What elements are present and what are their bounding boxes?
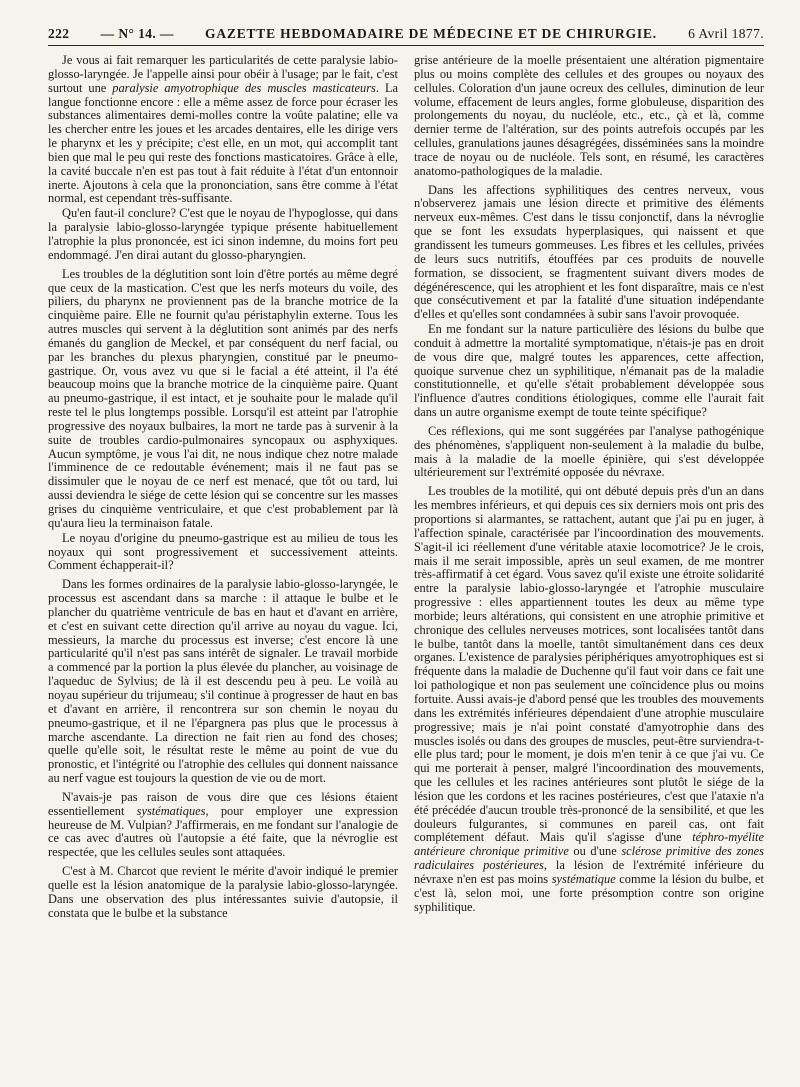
- paragraph: Qu'en faut-il conclure? C'est que le noyau de l'hypoglosse, qui dans la paralysie labio-glosso-laryngée typique présente habituellement l'atrophie la plus prononcée, est ici sinon indemne, du moins fort peu endommagé. J'en dirai autant du glosso-pharyngien.: [48, 206, 398, 262]
- page-number: 222: [48, 26, 70, 41]
- page-header: [48, 26, 764, 46]
- issue-number: — N° 14. —: [100, 26, 174, 41]
- paragraph: Les troubles de la déglutition sont loin d'être portés au même degré que ceux de la mastication. C'est que les nerfs moteurs du voile, des piliers, du pharynx ne proviennent pas de la branche motrice de la cinquième paire. Elle ne fournit qu'au péristaphylin externe. Tous les autres muscles qui servent à la déglutition sont animés par des nerfs émanés du ganglion de Meckel, et par conséquent du nerf facial, ou par les branches du plexus pharyngien, constitué par le pneumo-gastrique. Or, vous avez vu que si le facial a été atteint, il l'a été beaucoup moins que la branche motrice de la cinquième paire. Quant au pneumo-gastrique, il est intact, et je souhaite pour le malade qu'il reste tel le plus longtemps possible. Lorsqu'il est atteint par l'atrophie progressive des noyaux bulbaires, la mort ne tarde pas à survenir à la suite de troubles cardio-pulmonaires syncopaux ou asphyxiques. Aucun symptôme, je vous l'ai dit, ne nous indique chez notre malade l'imminence de ce redoutable événement; mais il ne faut pas se dissimuler que le noyau de ce nerf est menacé, que tôt ou tard, lui aussi deviendra le siége de cette lésion qui se concentre sur les masses grises du cinquième ventriculaire, et que c'est probablement par là qu'aura lieu la terminaison fatale.: [48, 266, 398, 530]
- paragraph: C'est à M. Charcot que revient le mérite d'avoir indiqué le premier quelle est la lésion anatomique de la paralysie labio-glosso-laryngée. Dans une observation des plus intéressantes suivie d'autopsie, il constata que le bulbe et la substance: [48, 864, 398, 920]
- paragraph: Le noyau d'origine du pneumo-gastrique est au milieu de tous les noyaux qui sont progressivement et successivement atteints. Comment échapperait-il?: [48, 530, 398, 573]
- left-column: [48, 54, 398, 920]
- right-column: [414, 54, 764, 920]
- journal-title: GAZETTE HEBDOMADAIRE DE MÉDECINE ET DE CHIRURGIE.: [205, 26, 657, 41]
- paragraph: N'avais-je pas raison de vous dire que ces lésions étaient essentiellement systématiques, pour employer une expression heureuse de M. Vulpian? J'affirmerais, en me fondant sur l'analogie de ce cas avec d'autres où l'autopsie a été faite, que la névroglie est respectée, que les cellules seules sont attaquées.: [48, 789, 398, 860]
- paragraph: Dans les affections syphilitiques des centres nerveux, vous n'observerez jamais une lésion directe et primitive des éléments nerveux eux-mêmes. C'est dans le tissu conjonctif, dans la névroglie que se font les exsudats hyperplasiques, qui naissent et que grandissent les tumeurs gommeuses. Les fibres et les cellules, privées de leurs sucs nutritifs, étouffées par ces produits de nouvelle formation, se dissocient, se fragmentent suivant divers modes de dégénérescence, qui les atrophient et les font disparaître, mais ce n'est que consécutivement et par la fatalité d'une situation indépendante d'elles et qu'elles sont condamnées à subir sans l'avoir provoquée.: [414, 182, 764, 322]
- paragraph: Je vous ai fait remarquer les particularités de cette paralysie labio-glosso-laryngée. Je l'appelle ainsi pour obéir à l'usage; par le fait, c'est surtout une paralysie amyotrophique des muscles masticateurs. La langue fonctionne encore : elle a même assez de force pour écraser les substances alimentaires demi-molles contre la voûte palatine; elle va les chercher entre les joues et les arcades dentaires, elle les dirige vers le pharynx et les y précipite; c'est elle, en un mot, qui accomplit tant bien que mal le peu qui reste des fonctions masticatoires. Grâce à elle, la cavité buccale n'en est pas tout à fait réduite à l'état d'un entonnoir inerte. Ajoutons à cela que la prononciation, sans être comme à l'état normal, est cependant très-suffisante.: [48, 53, 399, 206]
- paragraph: Dans les formes ordinaires de la paralysie labio-glosso-laryngée, le processus est ascendant dans sa marche : il attaque le bulbe et le plancher du quatrième ventricule de bas en haut et d'avant en arrière, et c'est en suivant cette direction qu'il arrive au noyau du vague. Ici, messieurs, la marche du processus est inverse; c'est encore là une particularité qu'il n'est pas sans intérêt de signaler. Le travail morbide a commencé par la portion la plus élevée du plancher, au voisinage de l'aqueduc de Sylvius; de là il est descendu peu à peu. Le voilà au noyau supérieur du trijumeau; s'il continue à progresser de haut en bas et d'avant en arrière, il rencontrera sur son chemin le noyau du pneumo-gastrique, et il ne l'épargnera pas plus que le processus à marche ascendante. La direction ne fait rien au fond des choses; quelle qu'elle soit, le résultat reste le même au point de vue du pronostic, et l'intégrité ou l'atrophie des cellules qui donnent naissance au nerf vague est toujours la question de vie ou de mort.: [48, 577, 398, 786]
- text-columns: [48, 54, 764, 920]
- paragraph: En me fondant sur la nature particulière des lésions du bulbe que conduit à admettre la mortalité symptomatique, n'étais-je pas en droit de vous dire que, malgré toutes les apparences, cette affection, quoique survenue chez un syphilitique, n'émanait pas de la maladie constitutionnelle, et qu'elle s'était probablement développée sous l'influence d'autres conditions étiologiques, comme elle l'aurait fait dans un autre organisme exempt de toute teinte spécifique?: [414, 322, 764, 420]
- paragraph: grise antérieure de la moelle présentaient une altération pigmentaire plus ou moins complète des cellules et des groupes ou noyaux des cellules. Coloration d'un jaune ocreux des cellules, diminution de leur volume, effacement de leurs angles, forme globuleuse, disparition des prolongements du noyau, du nucléole, etc., etc., çà et là, comme dernier terme de l'altération, sur des points autrefois occupés par les cellules, granulations jaunes désagrégées, disséminées sans la moindre trace de noyau ou de nucléole. Tels sont, en résumé, les caractères anatomo-pathologiques de la maladie.: [414, 53, 764, 178]
- issue-date: 6 Avril 1877.: [688, 26, 764, 41]
- paragraph: Ces réflexions, qui me sont suggérées par l'analyse pathogénique des phénomènes, s'appliquent non-seulement à la maladie du bulbe, mais à la maladie de la moelle épinière, qui s'est développée ultérieurement sur l'extrémité opposée du névraxe.: [414, 423, 764, 480]
- paragraph: Les troubles de la motilité, qui ont débuté depuis près d'un an dans les membres inférieurs, et qui depuis ces six derniers mois ont pris des proportions si alarmantes, se rattachent, autant que j'ai pu en juger, à l'affection spinale, caractérisée par l'incoordination des mouvements. S'agit-il ici réellement d'une véritable ataxie locomotrice? Je le crois, mais il me serait impossible, après un seul examen, de me montrer très-affirmatif à cet égard. Vous savez qu'il existe une étroite solidarité entre la paralysie labio-glosso-laryngée et l'atrophie musculaire progressive : elles appartiennent toutes les deux au même type morbide; leurs altérations, qui consistent en une atrophie primitive et chronique des cellules nerveuses motrices, sont localisées tantôt dans le bulbe, tantôt dans la moelle, tantôt simultanément dans ces deux organes. L'existence de paralysies périphériques amyotrophiques est si fréquente dans la maladie de Duchenne qu'il faut voir dans ce fait une loi pathologique et non pas seulement une coïncidence plus ou moins fortuite. Aussi avais-je d'abord pensé que les troubles des mouvements dans les extrémités inférieures dépendaient d'une atrophie musculaire progressive; mais je n'ai point constaté d'amyotrophie dans des muscles isolés ou dans des groupes de muscles, peut-être surviendra-t-elle plus tard; pour le moment, je dois m'en tenir à ce que j'ai vu. Ce qui me porterait à penser, malgré l'incoordination des mouvements, que les cellules et les racines antérieures sont plutôt le siége de la lésion que les cordons et les racines postérieures, c'est que l'ataxie n'a été précédée d'aucun trouble très-prononcé de la sensibilité, et que les douleurs fulgurantes, si communes en pareil cas, ont fait complétement défaut. Mais qu'il s'agisse d'une téphro-myélite antérieure chronique primitive ou d'une sclérose primitive des zones radiculaires postérieures, la lésion de l'extrémité inférieure du névraxe n'en est pas moins systématique comme la lésion du bulbe, et c'est là, selon moi, une forte présomption contre son origine syphilitique.: [414, 484, 764, 914]
